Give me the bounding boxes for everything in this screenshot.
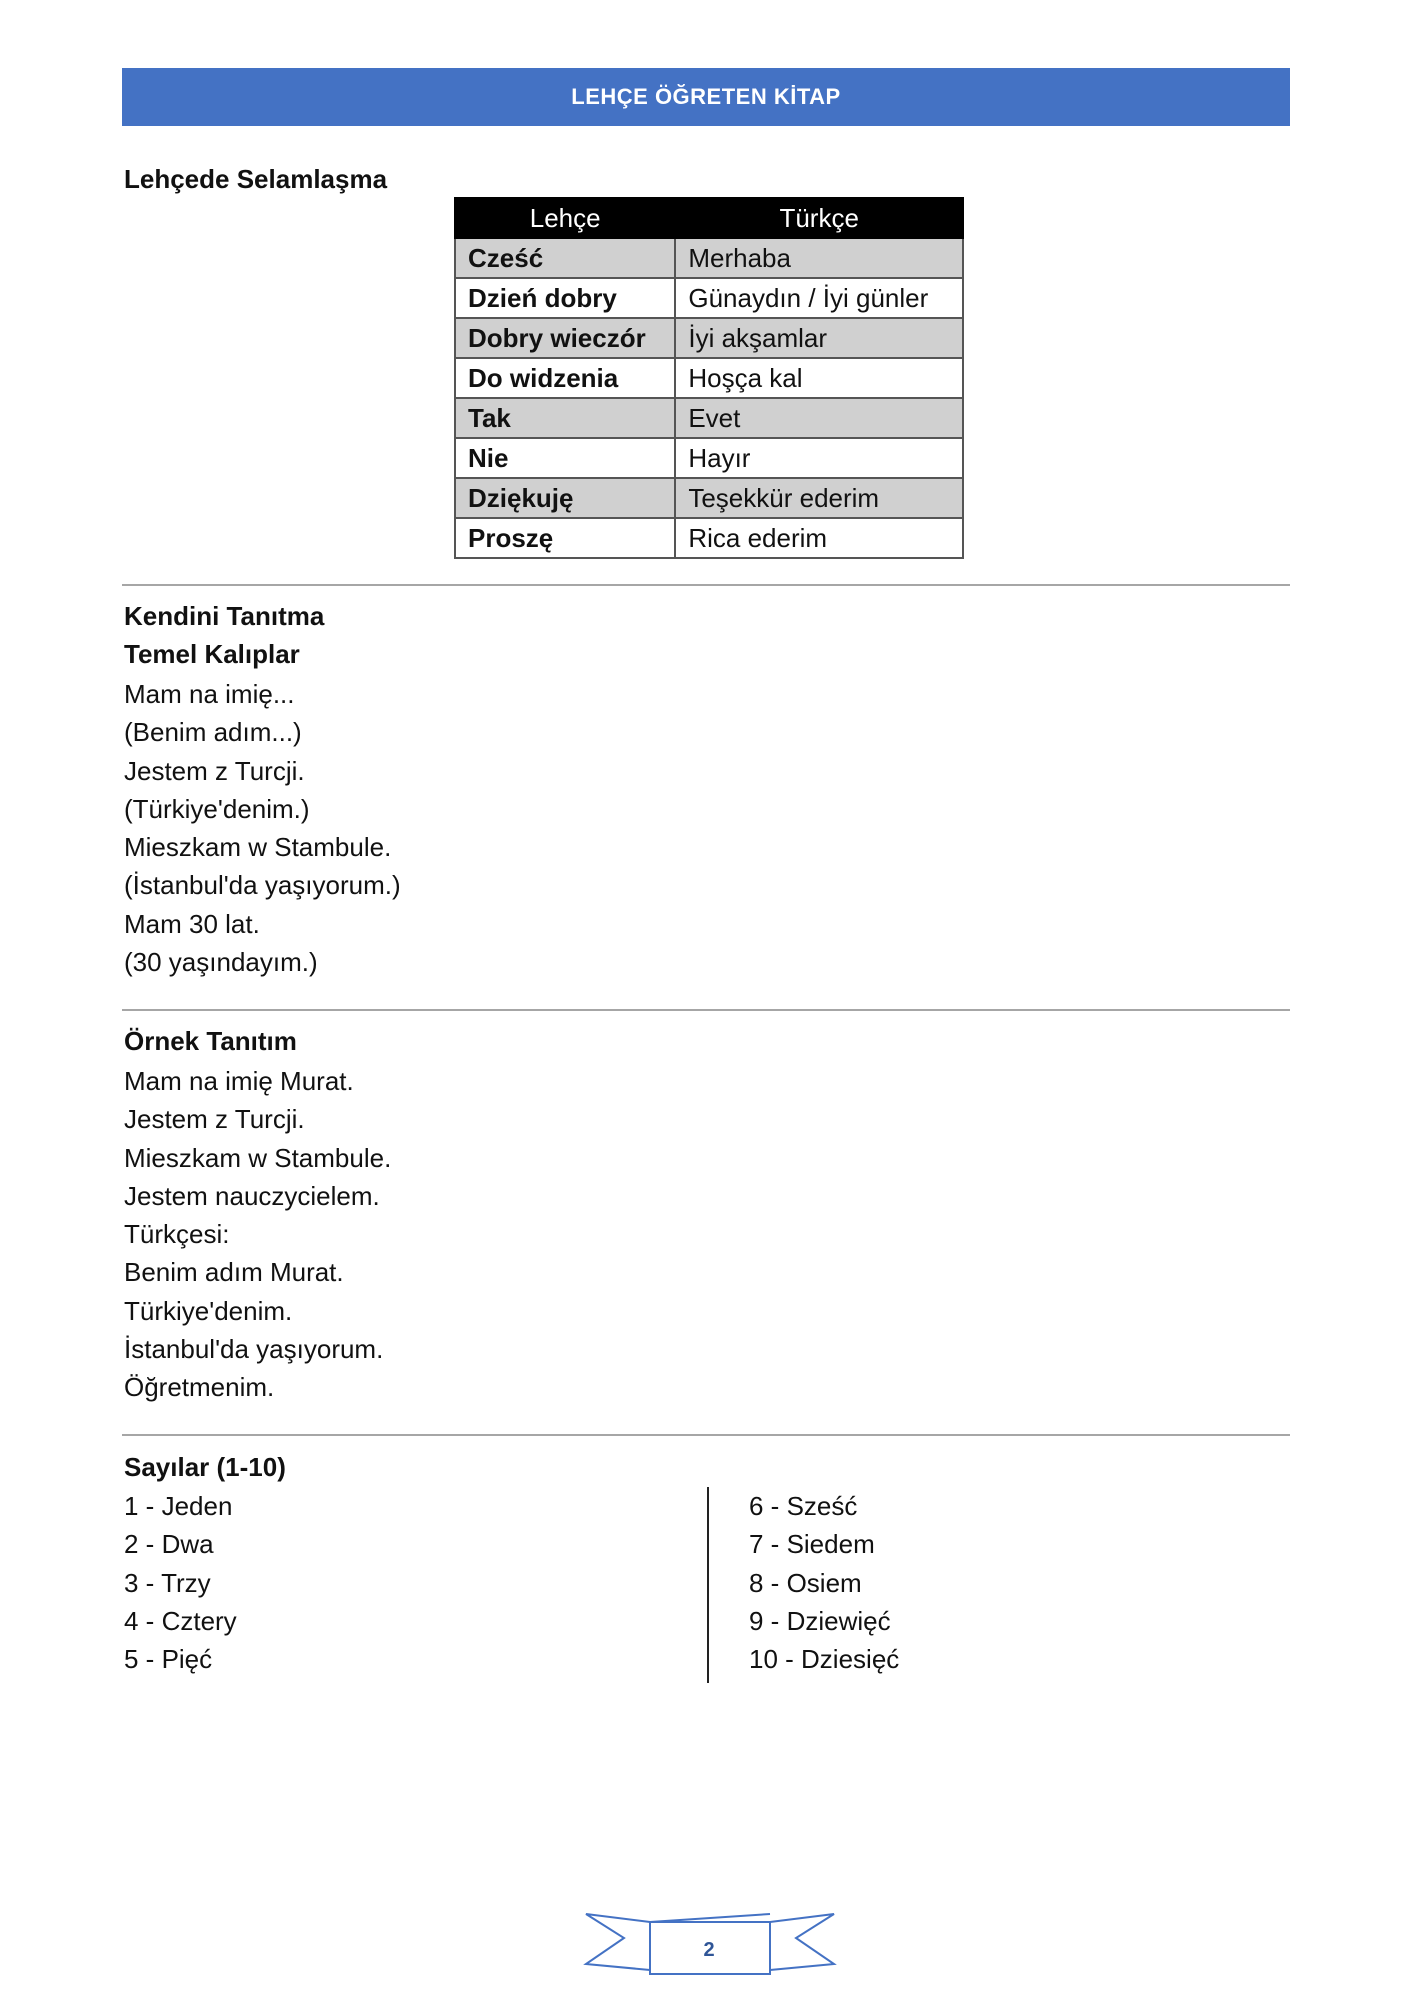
section-divider — [122, 1009, 1290, 1011]
list-item: (30 yaşındayım.) — [124, 947, 318, 978]
list-item: 3 - Trzy — [124, 1567, 211, 1598]
list-item: Türkçesi: — [124, 1219, 230, 1250]
intro-heading: Kendini Tanıtma — [124, 601, 325, 631]
section-divider — [122, 584, 1290, 586]
list-item: Mam na imię... — [124, 679, 295, 709]
table-row — [455, 518, 963, 558]
list-item: Türkiye'denim. — [124, 1295, 293, 1326]
polish-word: Dziękuję — [455, 478, 675, 518]
page-number-footer — [580, 1908, 840, 1980]
greetings-table — [454, 197, 964, 559]
polish-word: Tak — [455, 398, 675, 438]
column-header-turkish: Türkçe — [675, 198, 963, 238]
example-heading: Örnek Tanıtım — [124, 1026, 297, 1056]
book-title: LEHÇE ÖĞRETEN KİTAP — [571, 84, 841, 109]
turkish-meaning: Hoşça kal — [675, 358, 963, 398]
polish-word: Proszę — [455, 518, 675, 558]
numbers-heading: Sayılar (1-10) — [124, 1452, 286, 1482]
list-item: 6 - Sześć — [749, 1491, 858, 1521]
list-item: Öğretmenim. — [124, 1372, 275, 1403]
turkish-meaning: Hayır — [675, 438, 963, 478]
list-item: (İstanbul'da yaşıyorum.) — [124, 870, 401, 901]
table-row — [455, 358, 963, 398]
list-item: Mam 30 lat. — [124, 908, 260, 939]
list-item: 8 - Osiem — [749, 1567, 862, 1598]
list-item: 5 - Pięć — [124, 1644, 213, 1675]
list-item: Mieszkam w Stambule. — [124, 1142, 392, 1173]
section-divider — [122, 1434, 1290, 1436]
polish-word: Nie — [455, 438, 675, 478]
list-item: 1 - Jeden — [124, 1491, 233, 1521]
list-item: (Türkiye'denim.) — [124, 793, 310, 824]
turkish-meaning: Rica ederim — [675, 518, 963, 558]
book-title-banner — [122, 68, 1290, 126]
polish-word: Do widzenia — [455, 358, 675, 398]
column-divider — [707, 1487, 709, 1683]
list-item: Mieszkam w Stambule. — [124, 832, 392, 863]
turkish-meaning: Günaydın / İyi günler — [675, 278, 963, 318]
list-item: Jestem nauczycielem. — [124, 1180, 380, 1211]
numbers-left-column — [124, 1487, 237, 1678]
list-item: Mam na imię Murat. — [124, 1066, 354, 1096]
column-header-polish: Lehçe — [455, 198, 675, 238]
page-number: 2 — [703, 1938, 715, 1961]
table-row — [455, 398, 963, 438]
numbers-right-column — [749, 1487, 899, 1678]
example-text — [124, 1062, 391, 1407]
turkish-meaning: İyi akşamlar — [675, 318, 963, 358]
greetings-table-header — [455, 198, 963, 238]
list-item: 9 - Dziewięć — [749, 1605, 891, 1636]
table-row — [455, 278, 963, 318]
polish-word: Dzień dobry — [455, 278, 675, 318]
intro-subheading: Temel Kalıplar — [124, 639, 300, 669]
list-item: 10 - Dziesięć — [749, 1644, 900, 1675]
polish-word: Dobry wieczór — [455, 318, 675, 358]
table-row — [455, 318, 963, 358]
intro-phrase-list — [124, 675, 401, 981]
polish-word: Cześć — [455, 238, 675, 278]
list-item: (Benim adım...) — [124, 717, 302, 748]
list-item: 4 - Cztery — [124, 1605, 237, 1636]
table-row — [455, 438, 963, 478]
list-item: 2 - Dwa — [124, 1529, 214, 1560]
list-item: 7 - Siedem — [749, 1529, 875, 1560]
table-row — [455, 478, 963, 518]
list-item: İstanbul'da yaşıyorum. — [124, 1334, 384, 1365]
list-item: Benim adım Murat. — [124, 1257, 344, 1288]
table-row — [455, 238, 963, 278]
turkish-meaning: Merhaba — [675, 238, 963, 278]
turkish-meaning: Teşekkür ederim — [675, 478, 963, 518]
turkish-meaning: Evet — [675, 398, 963, 438]
list-item: Jestem z Turcji. — [124, 755, 305, 786]
greetings-heading: Lehçede Selamlaşma — [124, 164, 388, 194]
list-item: Jestem z Turcji. — [124, 1104, 305, 1135]
